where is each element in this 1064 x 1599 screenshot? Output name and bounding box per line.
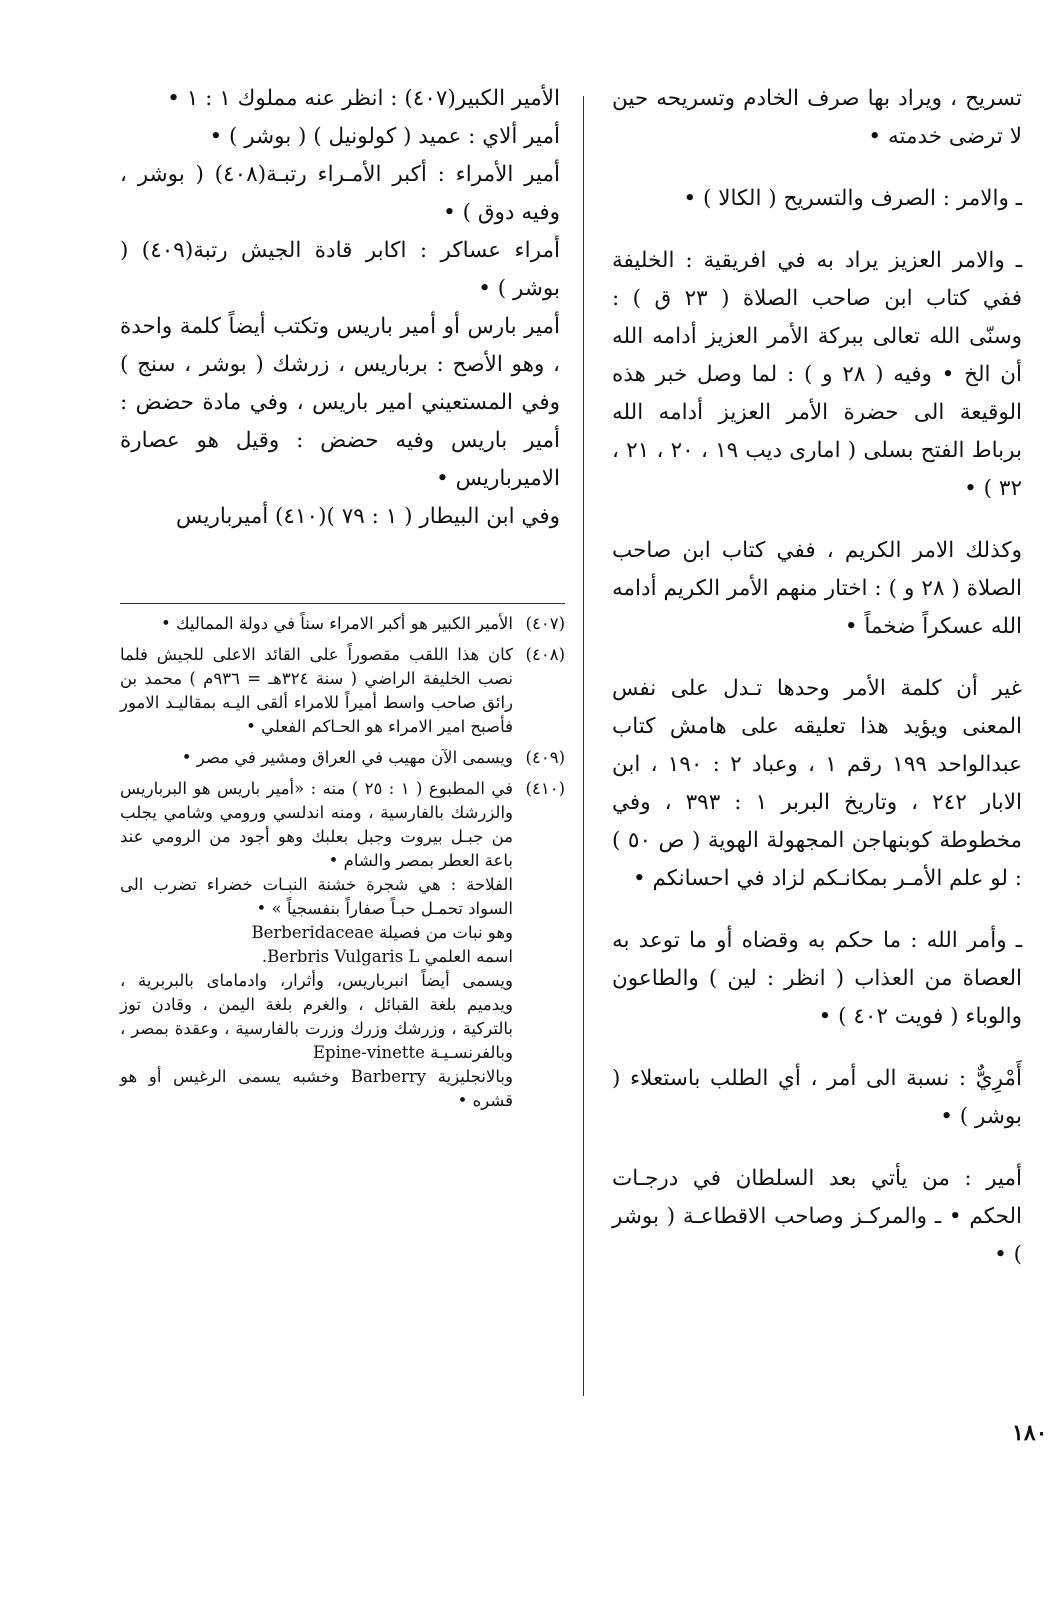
footnote-text: ويسمى الآن مهيب في العراق ومشير في مصر •: [181, 748, 513, 767]
paragraph: ـ وأمر الله : ما حكم به وقضاه أو ما توعد به العصاة من العذاب ( انظر : لين ) والطاعون والوباء ( فويت ٤٠٢ ) •: [612, 928, 1022, 1029]
right-text-column: [612, 80, 1022, 1274]
entry: أمراء عساكر : اكابر قادة الجيش رتبة(٤٠٩) ( بوشر ) •: [120, 238, 560, 301]
paragraph: غير أن كلمة الأمر وحدها تـدل على نفس المعنى ويؤيد هذا تعليقه على هامش كتاب عبدالواحد ١٩٩ رقم ١ ، وعباد ٢ : ١٩٠ ، ابن الابار ٢٤٢ ، وتاريخ البربر ١ : ٣٩٣ ، وفي مخطوطة كوبنهاجن المجهولة الهوية ( ص ٥٠ ) : لو علم الأمـر بمكانـكم لزاد في احسانكم •: [612, 676, 1022, 891]
footnote-text: في المطبوع ( ١ : ٢٥ ) منه : «أمير باريس هو البرباريس والزرشك بالفارسية ، ومنه اندلسي ورومي وشامي يجلب من جبـل بيروت وجبل بعلبك وهو أجود من الرومي عند باعة العطر بمصر والشام •: [120, 779, 513, 870]
page-number: ١٨٠: [1012, 1420, 1048, 1446]
column-divider: [583, 96, 584, 1396]
paragraph: ـ والامر العزيز يراد به في افريقية : الخليفة ففي كتاب ابن صاحب الصلاة ( ٢٣ ق ) : وسنّى الله تعالى ببركة الأمر العزيز أدامه الله أن الخ • وفيه ( ٢٨ و ) : لما وصل خبر هذه الوقيعة الى حضرة الأمر العزيز أدامه الله برباط الفتح بسلى ( امارى ديب ١٩ ، ٢٠ ، ٢١ ، ٣٢ ) •: [612, 248, 1022, 501]
paragraph: أمير : من يأتي بعد السلطان في درجـات الحكم • ـ والمركـز وصاحب الاقطاعـة ( بوشر ) •: [612, 1166, 1022, 1267]
entry: أمير بارس أو أمير باريس وتكتب أيضاً كلمة واحدة ، وهو الأصح : برباريس ، زرشك ( بوشر ، سنج ) وفي المستعيني امير باريس ، وفي مادة حضض : أمير باريس وفيه حضض : وقيل هو عصارة الاميرباريس •: [120, 314, 560, 491]
entry: أمير ألاي : عميد ( كولونيل ) ( بوشر ) •: [209, 124, 560, 149]
footnote-text: وهو نبات من فصيلة Berberidaceae: [251, 923, 513, 942]
paragraph: تسريح ، ويراد بها صرف الخادم وتسريحه حين لا ترضى خدمته •: [612, 86, 1022, 149]
footnote: [120, 643, 565, 739]
footnote-number: (٤٠٧): [525, 614, 565, 633]
entry: وفي ابن البيطار ( ١ : ٧٩ )(٤١٠) أميرباريس: [176, 504, 560, 529]
footnote-separator: [120, 603, 565, 604]
footnote-text: كان هذا اللقب مقصوراً على القائد الاعلى للجيش فلما نصب الخليفة الراضي ( سنة ٣٢٤هـ = ٩٣٦م ) محمد بن رائق صاحب واسط أميراً للامراء ألقى اليـه بمقاليـد الامور فأصبح امير الامراء هو الحـاكم الفعلي •: [120, 645, 513, 736]
footnote: [120, 777, 565, 1113]
footnote-text: الأمير الكبير هو أكبر الامراء سناً في دولة المماليك •: [161, 614, 513, 633]
entry: الأمير الكبير(٤٠٧) : انظر عنه مملوك ١ : ١ •: [167, 86, 560, 111]
footnote-number: (٤١٠): [525, 779, 565, 798]
footnote-text: وبالانجليزية Barberry وخشبه يسمى الرغيس أو هو قشره •: [120, 1067, 513, 1110]
footnote-number: (٤٠٩): [525, 748, 565, 767]
footnote-text: الفلاحة : هي شجرة خشنة النبـات خضراء تضرب الى السواد تحمـل حبـاً صفاراً بنفسجياً » •: [120, 875, 513, 918]
footnote: [120, 612, 565, 636]
footnote: [120, 746, 565, 770]
left-text-column: [120, 80, 560, 536]
footnote-text: ويسمى أيضاً انبرباريس، وأثرار، وادماماى بالبربرية ، ويدميم بلغة القبائل ، والغرم بلغة اليمن ، وقادن توز بالتركية ، وزرشك وزرك وزرت بالفارسية ، وعقدة بمصر ، وبالفرنسـيـة Epine-vinette: [120, 971, 513, 1062]
paragraph: أَمْرِيٌّ : نسبة الى أمر ، أي الطلب باستعلاء ( بوشر ) •: [612, 1066, 1022, 1129]
entry: أمير الأمراء : أكبر الأمـراء رتبـة(٤٠٨) ( بوشر ، وفيه دوق ) •: [120, 162, 560, 225]
paragraph: وكذلك الامر الكريم ، ففي كتاب ابن صاحب الصلاة ( ٢٨ و ) : اختار منهم الأمر الكريم أدامه الله عسكراً ضخماً •: [612, 538, 1023, 639]
footnote-number: (٤٠٨): [525, 645, 565, 664]
footnote-text: اسمه العلمي Berbris Vulgaris L.: [261, 947, 513, 966]
paragraph: ـ والامر : الصرف والتسريح ( الكالا ) •: [683, 186, 1022, 211]
footnotes: [120, 612, 565, 1120]
